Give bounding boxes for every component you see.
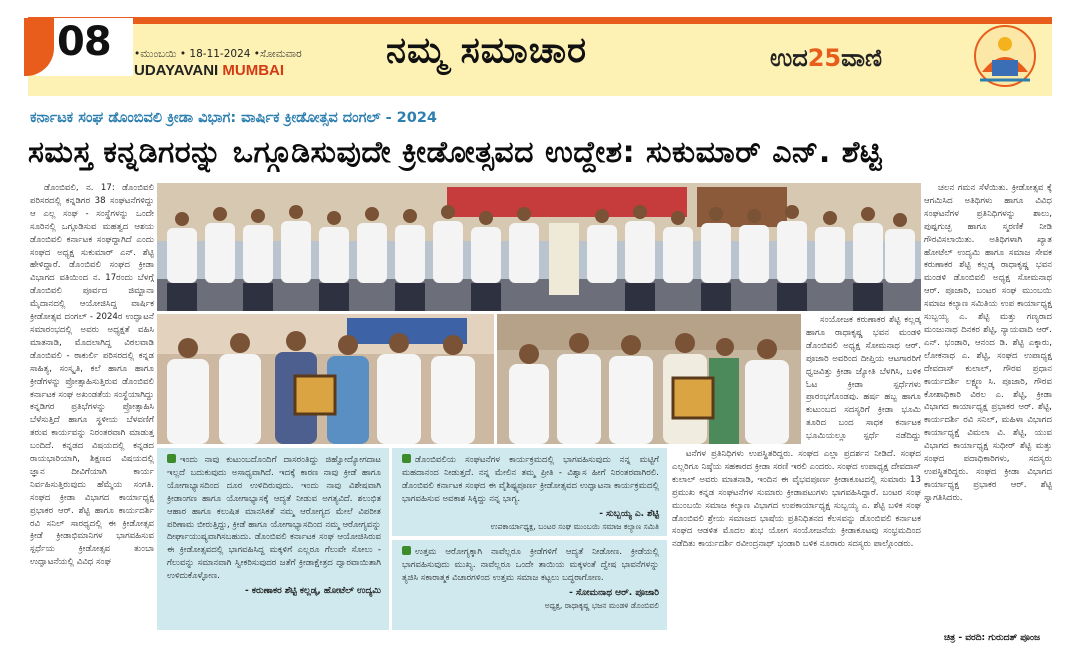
logo-left: ಉದ [770,44,808,72]
column-3b-text: ಟನೆಗಳ ಪ್ರತಿನಿಧಿಗಳು ಉಪಸ್ಥಿತರಿದ್ದರು. ಸಂಘದ ಎಲ್ಲಾ ಪ್ರದರ್ಶನ ನೀಡಿದೆ. ಸಂಘದ ಎಲ್ಲರಿಗೂ ನಿಷ್ಠೆಯ ಸಹಕಾರದ ಕ್ರೀಡಾ ಸರಣಿ ಇರಲಿ ಎಂದರು. ಸಂಘದ ಉಪಾಧ್ಯಕ್ಷ ದೇವದಾಸ್ ಕುಲಾಲ್ ಅವರು ಮಾತನಾಡಿ, ಇಂದಿನ ಈ ವೈಭವಪೂರ್ಣ ಕ್ರೀಡಾಕೂಟದಲ್ಲಿ ಸುಮಾರು 13 ಪ್ರಮುಖ ಕನ್ನಡ ಸಂಘಟನೆಗಳ ಸುಮಾರು ಕ್ರೀಡಾಪಟುಗಳು ಭಾಗವಹಿಸಿದ್ದಾರೆ. ಬಂಟರ ಸಂಘ ಮುಂಬಯಿ ಸಮಾಜ ಕಲ್ಯಾಣ ವಿಭಾಗದ ಉಪಕಾರ್ಯಾಧ್ಯಕ್ಷ ಸುಬ್ಬಯ್ಯ ಎ. ಶೆಟ್ಟಿ ಬಳಿಕ ಸಂಘ ಡೊಂಬಿವಲಿ ಶ್ರೇಯ ಸಮಾಜದ ಭಾಷೆಯ ಪ್ರತಿನಿಧಿತನದ ಕೆಲಸವನ್ನು ಡೊಂಬಿವಲಿ ಕರ್ನಾಟಕ ಸಂಘದ ಆಡಳಿತ ಮೊದಲ ಶುಭ ಯೋಗ ಸಂಯೋಜನೆಯ ಕ್ರೀಡಾಕೂಟವು ಸಂಭ್ರಮದಿಂದ ನಡೆದಿತು ಕಾರ್ಯದರ್ಶಿ ರವೀಂದ್ರನಾಥ್ ಭಂಡಾರಿ ಬಳಿಕ ನೂರಾರು ಸದಸ್ಯರು ಪಾಲ್ಗೊಂಡರು. [672,449,921,550]
logo-right: ವಾಣಿ [841,44,883,72]
quote-box-karunakar [157,448,389,630]
column-3a-text: ಸಂಯೋಜಕ ಕರುಣಾಕರ ಶೆಟ್ಟಿ ಕಲ್ಲಡ್ಕ ಹಾಗೂ ರಾಧಾಕೃಷ್ಣ ಭವನ ಮಂಡಳಿ ಡೊಂಬಿವಲಿ ಅಧ್ಯಕ್ಷ ಸೋಮನಾಥ ಆರ್. ಪೂಜಾರಿ ಅವರಿಂದ ದೀಪ್ತಿಯ ಆಟಗಾರರಿಗೆ ಧ್ವಜವಿತ್ತು ಕ್ರೀಡಾ ಜ್ಯೋತಿ ಬೆಳಗಿಸಿ, ಬಳಿಕ ಓಟ ಕ್ರೀಡಾ ಸ್ಪರ್ಧೆಗಳು ಪ್ರಾರಂಭಗೊಂಡವು. ಹರ್ಷ ಹಬ್ಬ ಹಾಗೂ ಕುಟುಂಬದ ಸದಸ್ಯರಿಗೆ ಕ್ರೀಡಾ ಭೂಮಿ ತೂರಿದ ಬಂದ ಸಾಧಕ ಕರ್ನಾಟಕ ಭೂಮಿಯಲ್ಲೂ ಸ್ಪರ್ಧೆ ನಡೆದಿದ್ದು [806,315,921,442]
edition-line: •ಮುಂಬಯಿ • 18-11-2024 •ಸೋಮವಾರ [134,48,302,60]
page-number: 08 [57,19,111,65]
brand-name-text: UDAYAVANI [134,62,219,79]
group-photo [157,183,921,311]
article-headline: ಸಮಸ್ತ ಕನ್ನಡಿಗರನ್ನು ಒಗ್ಗೂಡಿಸುವುದೇ ಕ್ರೀಡೋತ್ಸವದ ಉದ್ದೇಶ: ಸುಕುಮಾರ್ ಎನ್. ಶೆಟ್ಟಿ [28,135,883,170]
quote-box-subbaiah [392,448,667,536]
photo-icon [157,314,494,444]
quote-text: ಉತ್ತಮ ಆರೋಗ್ಯಕ್ಕಾಗಿ ನಾವೆಲ್ಲರೂ ಕ್ರೀಡೆಗಳಿಗೆ ಆದ್ಯತೆ ನೀಡೋಣ. ಕ್ರೀಡೆಯಲ್ಲಿ ಭಾಗವಹಿಸುವುದು ಮುಖ್ಯ. ನಾವೆಲ್ಲರೂ ಒಂದೇ ತಾಯಿಯ ಮಕ್ಕಳಂತೆ ದ್ವೇಷ ಭಾವನೆಗಳನ್ನು ತ್ಯಜಿಸಿ ಸಕಾರಾತ್ಮಕ ವಿಚಾರಗಳಿಂದ ಉತ್ತಮ ಸಮಾಜ ಕಟ್ಟಲು ಬದ್ಧರಾಗೋಣ. [402,547,659,583]
quote-role: ಉಪಕಾರ್ಯಾಧ್ಯಕ್ಷ, ಬಂಟರ ಸಂಘ ಮುಂಬಯಿ ಸಮಾಜ ಕಲ್ಯಾಣ ಸಮಿತಿ [490,521,659,531]
photo-icon [497,314,801,444]
article-column-3b [672,448,921,628]
brand-city: MUMBAI [222,62,285,79]
article-column-1 [30,182,154,637]
section-title: ನಮ್ಮ ಸಮಾಚಾರ [386,30,588,71]
group-photo-icon [157,183,921,311]
column-1-text: ಡೊಂಬಿವಲಿ, ನ. 17: ಡೊಂಬಿವಲಿ ಪರಿಸರದಲ್ಲಿ ಕನ್ನಡಿಗರ 38 ಸಂಘಟನೆಗಳಿದ್ದು ಆ ಎಲ್ಲ ಸಂಘ - ಸಂಸ್ಥೆಗಳನ್ನು ಒಂದೇ ಸೂರಿನಲ್ಲಿ ಒಗ್ಗೂಡಿಸುವ ಮಹತ್ವದ ಆಶಯ ಡೊಂಬಿವಲಿ ಕರ್ನಾಟಕ ಸಂಘದ್ದಾಗಿದೆ ಎಂದು ಸಂಘದ ಅಧ್ಯಕ್ಷ ಸುಕುಮಾರ್ ಎನ್. ಶೆಟ್ಟಿ ಹೇಳಿದ್ದಾರೆ. ಡೊಂಬಿವಲಿ ಸಂಘದ ಕ್ರೀಡಾ ವಿಭಾಗದ ವತಿಯಿಂದ ನ. 17ರಂದು ಬೆಳಗ್ಗೆ ಡೊಂಬಿವಲಿ ಪೂರ್ವದ ಜಿಮ್ಖಾನಾ ಮೈದಾನದಲ್ಲಿ ಆಯೋಜಿಸಿದ್ದ ವಾರ್ಷಿಕ ಕ್ರೀಡೋತ್ಸವ ದಂಗಲ್ - 2024ರ ಉದ್ಘಾಟನೆ ಸಮಾರಂಭದಲ್ಲಿ ಅವರು ಅಧ್ಯಕ್ಷತೆ ವಹಿಸಿ ಮಾತನಾಡಿ, ಮೊದಲಾಗಿದ್ದ ವಿಠಲವಾಡಿ ಡೊಂಬಿವಲಿ - ಠಾಕುರ್ಲಿ ಪರಿಸರದಲ್ಲಿ ಕನ್ನಡ ಸಾಹಿತ್ಯ, ಸಂಸ್ಕೃತಿ, ಕಲೆ ಹಾಗೂ ಹಾಗೂ ಕ್ರೀಡೆಗಳನ್ನು ಪ್ರೋತ್ಸಾಹಿಸುತ್ತಿರುವ ಡೊಂಬಿವಲಿ ಕರ್ನಾಟಕ ಸಂಘ ಅಖಂಡತೆಯ ಸಂಸ್ಥೆಯಾಗಿದ್ದು ಕನ್ನಡಿಗರ ಪ್ರತಿಭೆಗಳನ್ನು ಪ್ರೋತ್ಸಾಹಿಸಿ ಬೆಳೆಸುತ್ತಿದೆ ಹಾಗೂ ಸ್ಥಳೀಯ ಬೆಳವಣಿಗೆ ತರುವ ಕಾರ್ಯವನ್ನು ನಿರಂತರವಾಗಿ ಮಾಡುತ್ತ ಬಂದಿದೆ. ಕನ್ನಡದ ವಿಷಯದಲ್ಲಿ ಕನ್ನಡದ ರಾಯಭಾರಿಯಾಗಿ, ಶಿಕ್ಷಣದ ವಿಷಯದಲ್ಲಿ ಜ್ಞಾನ ದೀವಿಗೆಯಾಗಿ ಕಾರ್ಯ ನಿರ್ವಹಿಸುತ್ತಿರುವುದು ಹೆಮ್ಮೆಯ ಸಂಗತಿ. ಸಂಘದ ಕ್ರೀಡಾ ವಿಭಾಗದ ಕಾರ್ಯಾಧ್ಯಕ್ಷ ಪ್ರಭಾಕರ ಆರ್. ಶೆಟ್ಟಿ ಹಾಗೂ ಕಾರ್ಯದರ್ಶಿ ರವಿ ಸನಿಲ್ ಸಾರಥ್ಯದಲ್ಲಿ ಈ ಕ್ರೀಡೋತ್ಸವ ಕ್ರೀಡೆ ಕ್ರೀಡಾಭಿಮಾನಿಗಳ ಭಾಗವಹಿಸುವ ಸ್ಪರ್ಧೆಯ ಕ್ರೀಡೋತ್ಸವ ತುಂಬಾ ಉದ್ಘಾಟನೆಯಲ್ಲಿ ವಿವಿಧ ಸಂಘ [30,183,154,568]
quote-signature: - ಸೋಮನಾಥ ಆರ್. ಪೂಜಾರಿ [569,587,659,598]
brand-name [134,62,284,79]
quote-bullet-icon [402,454,411,463]
quote-signature: - ಕರುಣಾಕರ ಶೆಟ್ಟಿ ಕಲ್ಲಡ್ಕ, ಹೋಟೆಲ್ ಉದ್ಯಮಿ [245,586,381,597]
felicitation-photo-right [497,314,801,444]
quote-bullet-icon [167,454,176,463]
quote-text: ಇಂದು ನಾವು ಕುಟುಂಬದೊಂದಿಗೆ ದಾಸರಂತಿದ್ದು ಜಿಹ್ವೋದ್ಯೋಗದಾಟ ಇಲ್ಲದೆ ಬದುಕುವುದು ಅಸಾಧ್ಯವಾಗಿದೆ. ಇದಕ್ಕೆ ಕಾರಣ ನಾವು ಕ್ರೀಡೆ ಹಾಗೂ ಯೋಗಾಭ್ಯಾಸದಿಂದ ದೂರ ಉಳಿದಿರುವುದು. ಇಂದು ನಾವು ವಿಶೇಷವಾಗಿ ಕ್ರೀಡಾಂಗಣ ಹಾಗೂ ಯೋಗಾಭ್ಯಾಸಕ್ಕೆ ಆದ್ಯತೆ ನೀಡುವ ಅಗತ್ಯವಿದೆ. ಶಲುಭಿತ ಆಹಾರ ಹಾಗೂ ಕಲುಷಿತ ಮಾನಸಿಕತೆ ನಮ್ಮ ಆರೋಗ್ಯದ ಮೇಲೆ ವಿಪರೀತ ಪರಿಣಾಮ ಬೀರುತ್ತಿದ್ದು, ಕ್ರೀಡೆ ಹಾಗೂ ಯೋಗಾಭ್ಯಾಸದಿಂದ ನಮ್ಮ ಆರೋಗ್ಯವನ್ನು ದೀರ್ಘಾಯುಷ್ಯವಾಗಿಸಬಹುದು. ಡೊಂಬಿವಲಿ ಕರ್ನಾಟಕ ಸಂಘ ಆಯೋಜಿಸಿರುವ ಈ ಕ್ರೀಡೋತ್ಸವದಲ್ಲಿ ಭಾಗವಹಿಸಿದ್ದ ಮಕ್ಕಳಿಗೆ ಎಲ್ಲರೂ ಗೆಲುವೇ ಸೋಲು - ಗೆಲುವನ್ನು ಸಮಾನವಾಗಿ ಸ್ವೀಕರಿಸುವುದರ ಜತೆಗೆ ಕ್ರೀಡಾಕ್ಷೇತ್ರದ ದ್ವಾರವಾಯಿತಾಗಿ ಉಳಿದುಕೊಳ್ಳೋಣ. [167,455,381,582]
author-credit: ಚಿತ್ರ - ವರದಿ: ಗುರುದತ್ ಪೂಂಜ [944,633,1040,643]
anniversary-emblem-icon [972,22,1038,92]
quote-box-somanath [392,540,667,630]
top-accent-rule [28,17,1052,24]
udayavani-logo-text [770,44,882,72]
quote-text: ಡೊಂಬಿವಲಿಯ ಸಂಘಟನೆಗಳ ಕಾರ್ಯಕ್ರಮದಲ್ಲಿ ಭಾಗವಹಿಸುವುದು ನನ್ನ ಮಟ್ಟಿಗೆ ಮಹದಾನಂದ ನೀಡುತ್ತದೆ. ನನ್ನ ಮೇಲಿನ ತಮ್ಮ ಪ್ರೀತಿ - ವಿಶ್ವಾಸ ಹೀಗೆ ನಿರಂತರವಾಗಿರಲಿ. ಡೊಂಬಿವಲಿ ಕರ್ನಾಟಕ ಸಂಘದ ಈ ವೈಶಿಷ್ಟ್ಯಪೂರ್ಣ ಕ್ರೀಡೋತ್ಸವದ ಉದ್ಘಾಟನಾ ಕಾರ್ಯಕ್ರಮದಲ್ಲಿ ಭಾಗವಹಿಸುವ ಅವಕಾಶ ಸಿಕ್ಕಿದ್ದು ನನ್ನ ಭಾಗ್ಯ. [402,455,659,504]
column-4-text: ಚಲನ ಗಮನ ಸೆಳೆಯಿತು. ಕ್ರೀಡೋತ್ಸವ ಕ್ಕೆ ಆಗಮಿಸಿದ ಅತಿಥಿಗಳು ಹಾಗೂ ವಿವಿಧ ಸಂಘಟನೆಗಳ ಪ್ರತಿನಿಧಿಗಳನ್ನು ಶಾಲು, ಪುಷ್ಪಗುಚ್ಛ ಹಾಗೂ ಸ್ಮರಣಿಕೆ ನೀಡಿ ಗೌರವಿಸಲಾಯಿತು. ಅತಿಥಿಗಳಾಗಿ ಖ್ಯಾತ ಹೋಟೆಲ್ ಉದ್ಯಮಿ ಹಾಗೂ ಸಮಾಜ ಸೇವಕ ಕರುಣಾಕರ ಶೆಟ್ಟಿ ಕಲ್ಲಡ್ಕ ರಾಧಾಕೃಷ್ಣ ಭವನ ಮಂಡಳಿ ಡೊಂಬಿವಲಿ ಅಧ್ಯಕ್ಷ ಸೋಮನಾಥ ಆರ್. ಪೂಜಾರಿ, ಬಂಟರ ಸಂಘ ಮುಂಬಯಿ ಸಮಾಜ ಕಲ್ಯಾಣ ಸಮಿತಿಯ ಉಪ ಕಾರ್ಯಾಧ್ಯಕ್ಷ ಸುಬ್ಬಯ್ಯ ಎ. ಶೆಟ್ಟಿ ಮತ್ತು ಗಣ್ಯರಾದ ಮಂಜುನಾಥ ದಿನಕರ ಶೆಟ್ಟಿ, ನ್ಯಾಯವಾದಿ ಆರ್. ಎನ್. ಭಂಡಾರಿ, ಆನಂದ ಡಿ. ಶೆಟ್ಟಿ ಎಕ್ಕಾರು, ಲೋಕನಾಥ ಎ. ಶೆಟ್ಟಿ, ಸಂಘದ ಉಪಾಧ್ಯಕ್ಷ ದೇವದಾಸ್ ಕುಲಾಲ್, ಗೌರವ ಪ್ರಧಾನ ಕಾರ್ಯದರ್ಶಿ ಲಕ್ಷ್ಮಣ ಸಿ. ಪೂಜಾರಿ, ಗೌರವ ಕೋಶಾಧಿಕಾರಿ ವಿಠಲ ಎ. ಶೆಟ್ಟಿ, ಕ್ರೀಡಾ ವಿಭಾಗದ ಕಾರ್ಯಾಧ್ಯಕ್ಷ ಪ್ರಭಾಕರ ಆರ್. ಶೆಟ್ಟಿ, ಕಾರ್ಯದರ್ಶಿ ರವಿ ಸನಿಲ್, ಮಹಿಳಾ ವಿಭಾಗದ ಕಾರ್ಯಾಧ್ಯಕ್ಷೆ ವಿಮಲಾ ವಿ. ಶೆಟ್ಟಿ, ಯುವ ವಿಭಾಗದ ಕಾರ್ಯಾಧ್ಯಕ್ಷ ಸುಧೀರ್ ಶೆಟ್ಟಿ ಮತ್ತು ಸಂಘದ ಪದಾಧಿಕಾರಿಗಳು, ಸದಸ್ಯರು ಉಪಸ್ಥಿತರಿದ್ದರು. ಸಂಘದ ಕ್ರೀಡಾ ವಿಭಾಗದ ಕಾರ್ಯಾಧ್ಯಕ್ಷ ಪ್ರಭಾಕರ ಆರ್. ಶೆಟ್ಟಿ ಸ್ವಾಗತಿಸಿದರು. [924,183,1052,503]
article-column-3a [806,314,921,444]
article-kicker: ಕರ್ನಾಟಕ ಸಂಘ ಡೊಂಬಿವಲಿ ಕ್ರೀಡಾ ವಿಭಾಗ: ವಾರ್ಷಿಕ ಕ್ರೀಡೋತ್ಸವ ದಂಗಲ್ - 2024 [30,110,438,126]
article-column-4 [924,182,1052,628]
quote-signature: - ಸುಬ್ಬಯ್ಯ ಎ. ಶೆಟ್ಟಿ [599,508,659,519]
quote-role: ಅಧ್ಯಕ್ಷ, ರಾಧಾಕೃಷ್ಣ ಭಜನ ಮಂಡಳಿ ಡೊಂಬಿವಲಿ [544,600,659,610]
logo-number: 25 [807,44,842,72]
quote-bullet-icon [402,546,411,555]
felicitation-photo-left [157,314,494,444]
